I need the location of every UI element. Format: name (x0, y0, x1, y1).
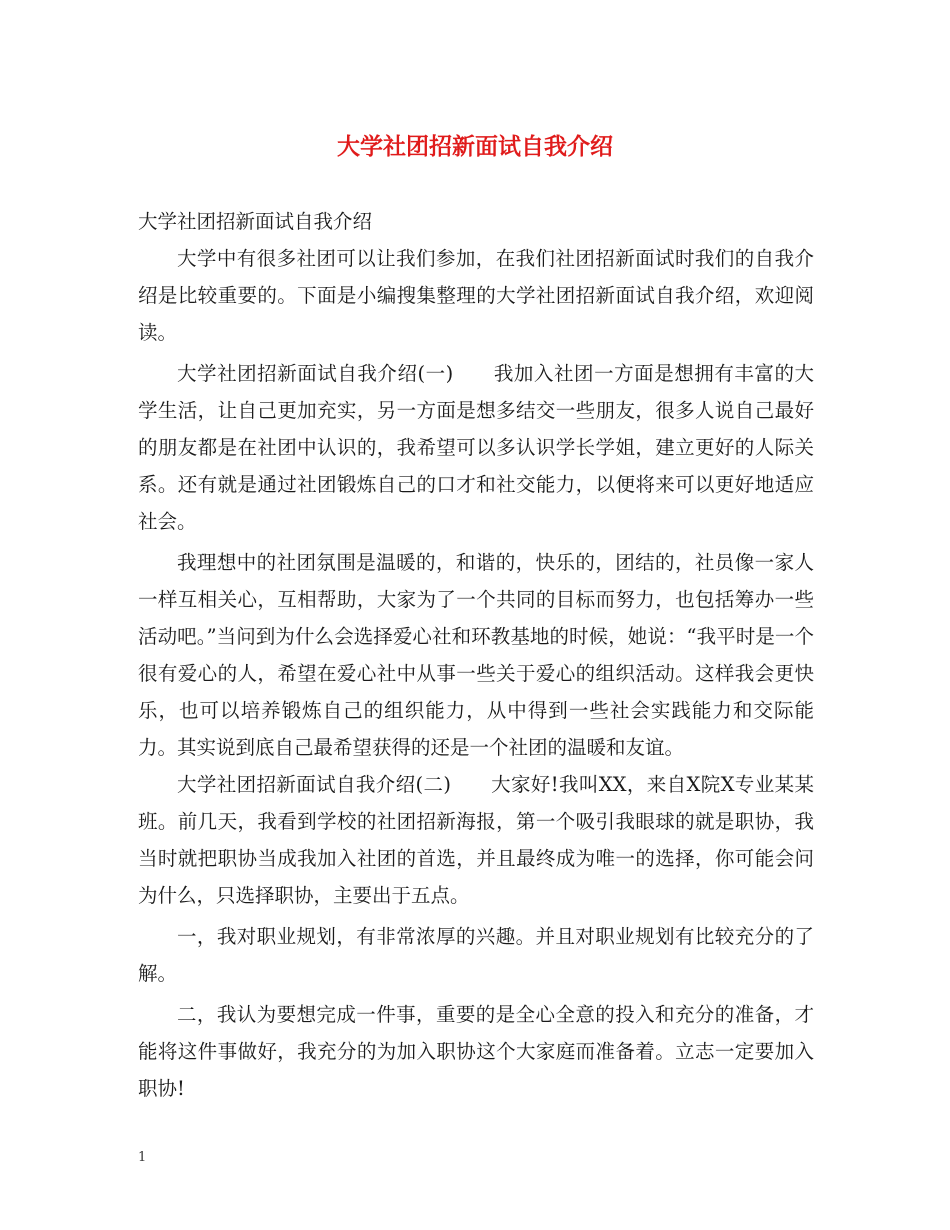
paragraph-intro: 大学中有很多社团可以让我们参加，在我们社团招新面试时我们的自我介绍是比较重要的。下面是小编搜集整理的大学社团招新面试自我介绍，欢迎阅读。 (138, 247, 814, 344)
paragraph-section-two: 大学社团招新面试自我介绍(二) 大家好!我叫XX，来自X院X专业某某班。前几天，我看到学校的社团招新海报，第一个吸引我眼球的就是职协，我当时就把职协当成我加入社团的首选，并且最终成为唯一的选择，你可能会问为什么，只选择职协，主要出于五点。 (138, 773, 814, 907)
paragraph-point-two: 二，我认为要想完成一件事，重要的是全心全意的投入和充分的准备，才能将这件事做好，我充分的为加入职协这个大家庭而准备着。立志一定要加入职协! (138, 1003, 814, 1100)
document-subtitle: 大学社团招新面试自我介绍 (138, 210, 373, 233)
document-body (138, 203, 814, 1107)
paragraph-point-one: 一，我对职业规划，有非常浓厚的兴趣。并且对职业规划有比较充分的了解。 (138, 925, 814, 985)
document-title: 大学社团招新面试自我介绍 (337, 134, 613, 160)
page-number: 1 (138, 1150, 147, 1165)
paragraph-section-one: 大学社团招新面试自我介绍(一) 我加入社团一方面是想拥有丰富的大学生活，让自己更加充实，另一方面是想多结交一些朋友，很多人说自己最好的朋友都是在社团中认识的，我希望可以多认识学长学姐，建立更好的人际关系。还有就是通过社团锻炼自己的口才和社交能力，以便将来可以更好地适应社会。 (138, 362, 814, 533)
paragraph-ideal-atmosphere: 我理想中的社团氛围是温暖的，和谐的，快乐的，团结的，社员像一家人一样互相关心，互相帮助，大家为了一个共同的目标而努力，也包括筹办一些活动吧。”当问到为什么会选择爱心社和环教基地的时候，她说：“我平时是一个很有爱心的人，希望在爱心社中从事一些关于爱心的组织活动。这样我会更快乐，也可以培养锻炼自己的组织能力，从中得到一些社会实践能力和交际能力。其实说到底自己最希望获得的还是一个社团的温暖和友谊。 (138, 551, 814, 759)
